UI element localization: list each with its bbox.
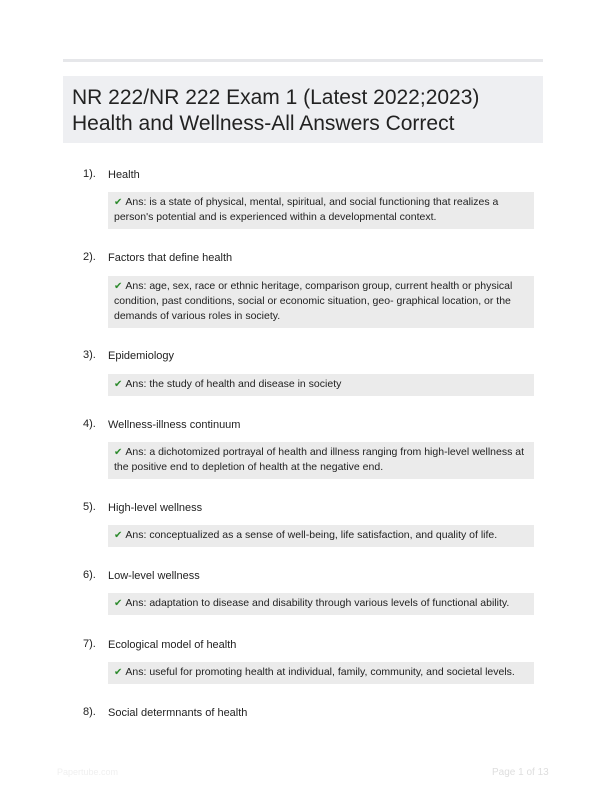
document-title-line-2: Health and Wellness-All Answers Correct (72, 112, 455, 135)
item-number: 1). (83, 168, 96, 180)
answer-text: Ans: conceptualized as a sense of well-being, life satisfaction, and quality of life. (125, 529, 498, 541)
item-term: Wellness-illness continuum (108, 419, 241, 431)
item-term: Health (108, 169, 140, 181)
page-number: Page 1 of 13 (492, 767, 549, 778)
item-term: Factors that define health (108, 252, 233, 264)
item-number: 7). (83, 638, 96, 650)
title-box (63, 76, 543, 143)
answer-box (108, 525, 534, 547)
answer-text: Ans: age, sex, race or ethnic heritage, comparison group, current health or physical condition, past conditions, social or economic situation, geo- graphical location, or the demands of various roles in society. (114, 280, 513, 322)
check-icon: ✔ (114, 598, 123, 609)
answer-box (108, 276, 534, 328)
answer-box (108, 374, 534, 396)
item-number: 4). (83, 418, 96, 430)
check-icon: ✔ (114, 379, 123, 390)
item-number: 8). (83, 706, 96, 718)
item-number: 5). (83, 501, 96, 513)
check-icon: ✔ (114, 197, 123, 208)
answer-text: Ans: is a state of physical, mental, spiritual, and social functioning that realizes a person's potential and is experienced within a developmental context. (114, 196, 499, 223)
item-term: Epidemiology (108, 350, 175, 362)
top-divider (63, 59, 543, 62)
check-icon: ✔ (114, 530, 123, 541)
answer-text: Ans: useful for promoting health at individual, family, community, and societal levels. (125, 666, 515, 678)
item-term: Social determnants of health (108, 707, 248, 719)
answer-box (108, 442, 534, 479)
item-number: 3). (83, 349, 96, 361)
answer-box (108, 593, 534, 615)
check-icon: ✔ (114, 281, 123, 292)
item-term: Low-level wellness (108, 570, 200, 582)
item-term: High-level wellness (108, 502, 203, 514)
item-number: 6). (83, 569, 96, 581)
answer-box (108, 192, 534, 229)
answer-text: Ans: adaptation to disease and disability through various levels of functional ability. (125, 597, 510, 609)
footer-watermark: Papertube.com (57, 767, 119, 777)
document-title-line-1: NR 222/NR 222 Exam 1 (Latest 2022;2023) (72, 86, 480, 109)
answer-text: Ans: a dichotomized portrayal of health and illness ranging from high-level wellness at the positive end to depletion of health at the negative end. (114, 446, 525, 473)
answer-box (108, 662, 534, 684)
item-term: Ecological model of health (108, 639, 237, 651)
item-number: 2). (83, 251, 96, 263)
check-icon: ✔ (114, 667, 123, 678)
answer-text: Ans: the study of health and disease in society (125, 378, 342, 390)
check-icon: ✔ (114, 447, 123, 458)
